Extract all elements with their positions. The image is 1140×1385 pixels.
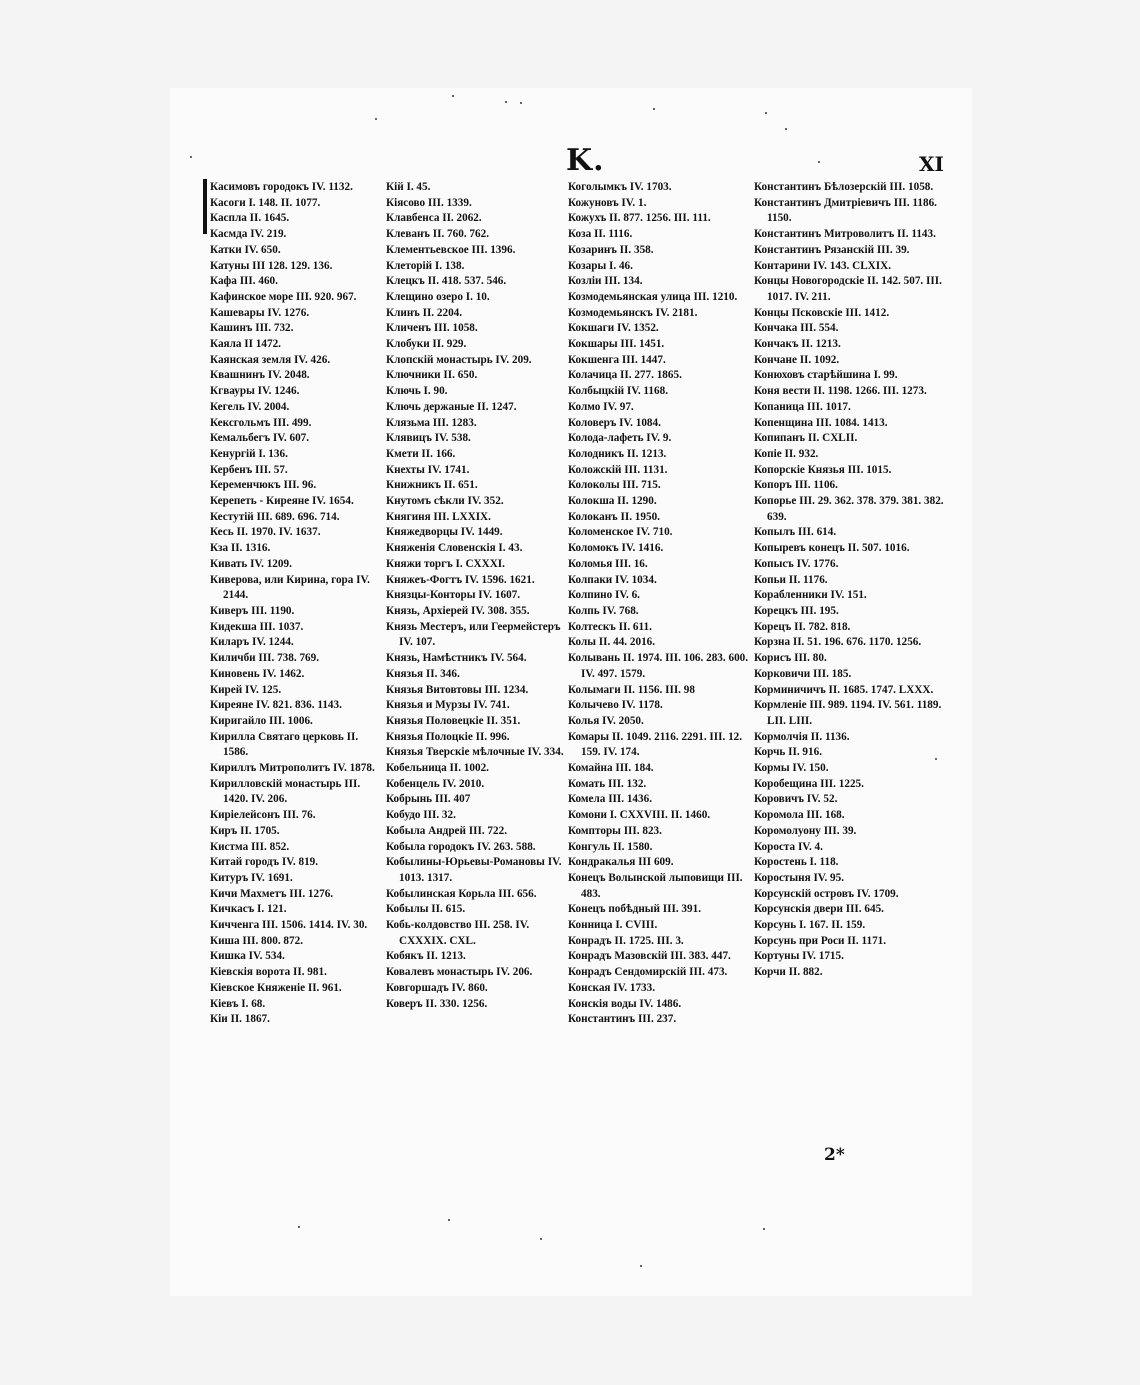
index-entry: Клементьевское III. 1396. [386, 243, 516, 256]
index-entry: Кирей IV. 125. [210, 683, 282, 696]
scan-speck [375, 118, 377, 120]
index-entry: Китуръ IV. 1691. [210, 871, 293, 884]
index-entry: Колоколы III. 715. [568, 479, 661, 492]
index-entry: Клеванъ II. 760. 762. [386, 228, 490, 241]
index-entry: Конница I. CVIII. [568, 919, 658, 932]
index-entry: Кенургій I. 136. [210, 447, 288, 460]
index-entry: Катки IV. 650. [210, 243, 281, 256]
index-entry: Кокшаги IV. 1352. [568, 322, 659, 335]
index-entry: Клецкъ II. 418. 537. 546. [386, 275, 507, 288]
index-entry: Колымаги II. 1156. III. 98 [568, 683, 695, 696]
index-entry: Князь, Архіерей IV. 308. 355. [386, 604, 530, 617]
index-entry: Коровичъ IV. 52. [754, 793, 838, 806]
index-entry: Конюховъ старѣйшина I. 99. [754, 369, 898, 382]
index-entry: Касимовъ городокъ IV. 1132. [210, 181, 353, 193]
index-entry: Кнехты IV. 1741. [386, 463, 470, 476]
index-entry: Компторы III. 823. [568, 824, 662, 837]
index-entry: Кза II. 1316. [210, 542, 271, 555]
scan-speck [505, 101, 507, 103]
index-entry: Конгуль II. 1580. [568, 840, 653, 853]
index-entry: Князья и Мурзы IV. 741. [386, 699, 510, 712]
index-column-2 [386, 180, 569, 1012]
index-entry: Копылъ III. 614. [754, 526, 837, 539]
index-entry: Конецъ Волынской лыповищи III. 483. [568, 871, 743, 900]
index-entry: Колоканъ II. 1950. [568, 510, 660, 523]
index-entry: Киверъ III. 1190. [210, 604, 295, 617]
index-entry: Клявицъ IV. 538. [386, 432, 471, 445]
index-entry: Кичи Махметъ III. 1276. [210, 887, 334, 900]
index-entry: Квашнинъ IV. 2048. [210, 369, 310, 382]
index-entry: Колбыцкій IV. 1168. [568, 385, 668, 398]
index-entry: Коголымкъ IV. 1703. [568, 181, 672, 193]
index-entry: Коромолуону III. 39. [754, 824, 857, 837]
index-entry: Коверъ II. 330. 1256. [386, 997, 488, 1010]
index-entry: Корсунскій островъ IV. 1709. [754, 887, 899, 900]
index-entry: Кіевское Княженіе II. 961. [210, 981, 342, 994]
index-entry: Кмети II. 166. [386, 447, 456, 460]
index-entry: Копоръ III. 1106. [754, 479, 838, 492]
index-entry: Каянская земля IV. 426. [210, 353, 331, 366]
index-entry: Конрадъ II. 1725. III. 3. [568, 934, 684, 947]
index-entry: Корисъ III. 80. [754, 652, 827, 665]
section-letter: K. [566, 143, 605, 178]
index-entry: Княженія Словенскія I. 43. [386, 542, 523, 555]
index-entry: Княжеъ-Фогтъ IV. 1596. 1621. [386, 573, 535, 586]
scan-speck [765, 112, 767, 114]
index-entry: Кобудо III. 32. [386, 809, 456, 822]
index-entry: Копіе II. 932. [754, 447, 819, 460]
index-entry: Каспла II. 1645. [210, 212, 290, 225]
index-entry: Кобылы II. 615. [386, 903, 466, 916]
index-entry: Коростыня IV. 95. [754, 871, 845, 884]
index-entry: Корецъ II. 782. 818. [754, 620, 851, 633]
index-entry: Комары II. 1049. 2116. 2291. III. 12. 159. IV. 174. [568, 730, 743, 759]
index-entry: Князь, Намѣстникъ IV. 564. [386, 652, 527, 665]
index-entry: Кончакъ II. 1213. [754, 338, 841, 351]
index-entry: Коложскій III. 1131. [568, 463, 668, 476]
index-column-3 [568, 180, 756, 1028]
index-entry: Коза II. 1116. [568, 228, 633, 241]
index-entry: Коломья III. 16. [568, 557, 648, 570]
index-entry: Короста IV. 4. [754, 840, 823, 853]
index-entry: Копаница III. 1017. [754, 400, 851, 413]
index-entry: Кнутомъ сѣкли IV. 352. [386, 495, 504, 508]
index-entry: Константинъ Дмитріевичъ III. 1186. 1150. [754, 196, 937, 225]
index-entry: Клеторій I. 138. [386, 259, 465, 272]
index-entry: Кемальбегъ IV. 607. [210, 432, 310, 445]
index-entry: Контарини IV. 143. CLXIX. [754, 259, 891, 272]
index-entry: Комать III. 132. [568, 777, 647, 790]
margin-rule [203, 179, 207, 234]
index-entry: Кобылины-Юрьевы-Романовы IV. 1013. 1317. [386, 856, 562, 884]
index-entry: Кличенъ III. 1058. [386, 322, 478, 335]
index-entry: Князья Полоцкіе II. 996. [386, 730, 510, 743]
index-entry: Ключники II. 650. [386, 369, 478, 382]
index-entry: Князья Половецкіе II. 351. [386, 714, 521, 727]
index-entry: Кичченга III. 1506. 1414. IV. 30. [210, 919, 368, 932]
scan-speck [935, 758, 937, 760]
index-entry: Концы Псковскіе III. 1412. [754, 306, 890, 319]
index-entry: Корчь II. 916. [754, 746, 822, 759]
index-entry: Козмодемьянскъ IV. 2181. [568, 306, 698, 319]
index-entry: Кафа III. 460. [210, 275, 278, 288]
index-entry: Кормленіе III. 989. 1194. IV. 561. 1189. LII. LIII. [754, 699, 942, 727]
index-entry: Коломокъ IV. 1416. [568, 542, 664, 555]
index-entry: Клещино озеро I. 10. [386, 290, 490, 303]
index-entry: Книжникъ II. 651. [386, 479, 478, 492]
index-entry: Колывань II. 1974. III. 106. 283. 600. IV. 497. 1579. [568, 652, 749, 680]
index-entry: Колпино IV. 6. [568, 589, 640, 602]
index-entry: Кичкасъ I. 121. [210, 903, 287, 916]
index-entry: Комела III. 1436. [568, 793, 653, 806]
index-entry: Касоги I. 148. II. 1077. [210, 196, 321, 209]
index-entry: Корзна II. 51. 196. 676. 1170. 1256. [754, 636, 922, 649]
index-entry: Константинъ Рязанскій III. 39. [754, 243, 910, 256]
index-entry: Кобенцель IV. 2010. [386, 777, 485, 790]
index-entry: Керепеть - Киреяне IV. 1654. [210, 495, 354, 508]
index-entry: Кидекша III. 1037. [210, 620, 304, 633]
index-entry: Ковгоршадъ IV. 860. [386, 981, 488, 994]
index-entry: Кирилла Святаго церковь II. 1586. [210, 730, 359, 759]
index-entry: Копорскіе Князья III. 1015. [754, 463, 892, 476]
index-entry: Корецкъ III. 195. [754, 604, 839, 617]
scan-speck [520, 102, 522, 104]
index-entry: Киригайло III. 1006. [210, 714, 313, 727]
scan-speck [653, 108, 655, 110]
index-entry: Кокшары III. 1451. [568, 338, 665, 351]
index-column-4 [754, 180, 952, 981]
index-entry: Ключь I. 90. [386, 385, 448, 398]
index-entry: Корминичичъ II. 1685. 1747. LXXX. [754, 683, 934, 696]
index-entry: Колтескъ II. 611. [568, 620, 652, 633]
index-entry: Кій I. 45. [386, 181, 431, 193]
index-entry: Колья IV. 2050. [568, 714, 644, 727]
index-entry: Кобь-колдовство III. 258. IV. CXXXIX. CXL. [386, 919, 530, 947]
index-entry: Колы II. 44. 2016. [568, 636, 656, 649]
index-entry: Катуны III 128. 129. 136. [210, 259, 333, 272]
index-entry: Кафинское море III. 920. 967. [210, 290, 357, 303]
index-entry: Князья Тверскіе мѣлочные IV. 334. [386, 746, 564, 759]
index-entry: Коромола III. 168. [754, 809, 845, 822]
index-entry: Киличби III. 738. 769. [210, 652, 320, 665]
index-entry: Копысъ IV. 1776. [754, 557, 839, 570]
index-entry: Концы Новогородскіе II. 142. 507. III. 1017. IV. 211. [754, 275, 942, 303]
index-entry: Кобрынь III. 407 [386, 793, 471, 806]
index-entry: Коловеръ IV. 1084. [568, 416, 661, 429]
index-entry: Кожуновъ IV. 1. [568, 196, 647, 209]
index-entry: Колода-лафеть IV. 9. [568, 432, 672, 445]
index-entry: Князья II. 346. [386, 667, 460, 680]
index-entry: Копьи II. 1176. [754, 573, 828, 586]
index-entry: Корчи II. 882. [754, 966, 823, 979]
index-entry: Колычево IV. 1178. [568, 699, 663, 712]
index-entry: Киверова, или Кирина, гора IV. 2144. [210, 573, 370, 602]
index-entry: Коробещина III. 1225. [754, 777, 864, 790]
index-entry: Кобельница II. 1002. [386, 762, 489, 775]
index-entry: Конрадъ Мазовскій III. 383. 447. [568, 950, 731, 963]
index-entry: Кашевары IV. 1276. [210, 306, 310, 319]
index-entry: Конрадъ Сендомирскій III. 473. [568, 966, 728, 979]
index-entry: Кивать IV. 1209. [210, 557, 292, 570]
index-entry: Константинъ Митроволитъ II. 1143. [754, 228, 936, 241]
page-number: XI [919, 152, 944, 176]
index-entry: Кишка IV. 534. [210, 950, 285, 963]
signature-mark: 2* [824, 1145, 845, 1165]
index-entry: Колокша II. 1290. [568, 495, 657, 508]
index-entry: Князцы-Конторы IV. 1607. [386, 589, 521, 602]
index-entry: Клязьма III. 1283. [386, 416, 477, 429]
index-entry: Кгвауры IV. 1246. [210, 385, 300, 398]
index-entry: Кирилловскій монастырь III. 1420. IV. 206. [210, 777, 361, 806]
index-entry: Китай городъ IV. 819. [210, 856, 319, 869]
index-entry: Клобуки II. 929. [386, 338, 467, 351]
index-entry: Конецъ побѣдный III. 391. [568, 903, 701, 916]
index-entry: Клинъ II. 2204. [386, 306, 463, 319]
scan-speck [763, 1228, 765, 1230]
index-entry: Козары I. 46. [568, 259, 633, 272]
index-entry: Колпаки IV. 1034. [568, 573, 657, 586]
index-entry: Кобякъ II. 1213. [386, 950, 466, 963]
index-entry: Козмодемьянская улица III. 1210. [568, 290, 738, 303]
index-entry: Киша III. 800. 872. [210, 934, 304, 947]
index-entry: Ковалевъ монастырь IV. 206. [386, 966, 533, 979]
scan-speck [818, 161, 820, 163]
index-entry: Кіясово III. 1339. [386, 196, 472, 209]
index-entry: Колмо IV. 97. [568, 400, 634, 413]
index-entry: Копыревъ конецъ II. 507. 1016. [754, 542, 910, 555]
index-entry: Кириллъ Митрополитъ IV. 1878. [210, 762, 375, 775]
scan-speck [785, 128, 787, 130]
index-entry: Кексгольмъ III. 499. [210, 416, 312, 429]
index-entry: Кокшенга III. 1447. [568, 353, 666, 366]
index-entry: Кожухъ II. 877. 1256. III. 111. [568, 212, 711, 225]
index-entry: Каяла II 1472. [210, 338, 281, 351]
index-entry: Кесь II. 1970. IV. 1637. [210, 526, 321, 539]
index-entry: Коростень I. 118. [754, 856, 839, 869]
index-entry: Конская IV. 1733. [568, 981, 656, 994]
index-entry: Корковичи III. 185. [754, 667, 852, 680]
index-entry: Киновень IV. 1462. [210, 667, 305, 680]
index-entry: Князья Витовтовы III. 1234. [386, 683, 529, 696]
index-entry: Кіевъ I. 68. [210, 997, 266, 1010]
index-entry: Княгиня III. LXXIX. [386, 510, 491, 523]
index-entry: Кiи II. 1867. [210, 1013, 270, 1026]
index-entry: Клавбенса II. 2062. [386, 212, 482, 225]
scan-speck [640, 1265, 642, 1267]
index-column-1 [210, 180, 385, 1028]
index-entry: Колачица II. 277. 1865. [568, 369, 682, 382]
index-entry: Коломенское IV. 710. [568, 526, 673, 539]
index-entry: Княжи торгъ I. CXXXI. [386, 557, 505, 570]
index-entry: Кобылинская Корьла III. 656. [386, 887, 537, 900]
index-entry: Константинъ III. 237. [568, 1013, 677, 1026]
index-entry: Касмда IV. 219. [210, 228, 287, 241]
index-entry: Князь Местеръ, или Геермейстеръ IV. 107. [386, 620, 561, 649]
index-entry: Корсунь при Роси II. 1171. [754, 934, 887, 947]
index-entry: Кестутій III. 689. 696. 714. [210, 510, 340, 523]
index-entry: Кистма III. 852. [210, 840, 290, 853]
index-entry: Комони I. CXXVIII. II. 1460. [568, 809, 711, 822]
scan-speck [298, 1226, 300, 1228]
index-entry: Комайна III. 184. [568, 762, 654, 775]
index-entry: Киларъ IV. 1244. [210, 636, 294, 649]
index-entry: Клопскій монастырь IV. 209. [386, 353, 532, 366]
index-entry: Корабленники IV. 151. [754, 589, 867, 602]
index-entry: Кіевскія ворота II. 981. [210, 966, 327, 979]
index-entry: Кортуны IV. 1715. [754, 950, 844, 963]
index-entry: Киріелейсонъ III. 76. [210, 809, 316, 822]
scan-speck [452, 95, 454, 97]
index-entry: Константинъ Бѣлозерскій III. 1058. [754, 181, 934, 193]
index-entry: Киръ II. 1705. [210, 824, 280, 837]
scan-speck [540, 1238, 542, 1240]
index-entry: Кормы IV. 150. [754, 762, 829, 775]
index-entry: Кашинъ III. 732. [210, 322, 294, 335]
index-entry: Копорье III. 29. 362. 378. 379. 381. 382. 639. [754, 495, 944, 523]
index-entry: Колпь IV. 768. [568, 604, 639, 617]
index-entry: Кобыла городокъ IV. 263. 588. [386, 840, 536, 853]
index-entry: Кондракалья III 609. [568, 856, 674, 869]
index-entry: Кобыла Андрей III. 722. [386, 824, 507, 837]
index-entry: Козаринъ II. 358. [568, 243, 654, 256]
index-entry: Колодникъ II. 1213. [568, 447, 667, 460]
index-entry: Конскія воды IV. 1486. [568, 997, 682, 1010]
index-entry: Корсунскія двери III. 645. [754, 903, 884, 916]
index-entry: Кормолчія II. 1136. [754, 730, 850, 743]
index-entry: Коня вести II. 1198. 1266. III. 1273. [754, 385, 927, 398]
index-entry: Копипанъ II. CXLII. [754, 432, 858, 445]
scan-speck [190, 156, 192, 158]
index-entry: Козліи III. 134. [568, 275, 643, 288]
index-entry: Кеременчюкъ III. 96. [210, 479, 317, 492]
scan-speck [448, 1219, 450, 1221]
index-entry: Кончака III. 554. [754, 322, 839, 335]
index-entry: Киреяне IV. 821. 836. 1143. [210, 699, 342, 712]
index-entry: Княжедворцы IV. 1449. [386, 526, 503, 539]
index-entry: Корсунь I. 167. II. 159. [754, 919, 866, 932]
index-entry: Кегель IV. 2004. [210, 400, 290, 413]
index-entry: Кончане II. 1092. [754, 353, 840, 366]
index-entry: Кербенъ III. 57. [210, 463, 288, 476]
index-entry: Копенщина III. 1084. 1413. [754, 416, 888, 429]
index-entry: Ключь держаные II. 1247. [386, 400, 517, 413]
